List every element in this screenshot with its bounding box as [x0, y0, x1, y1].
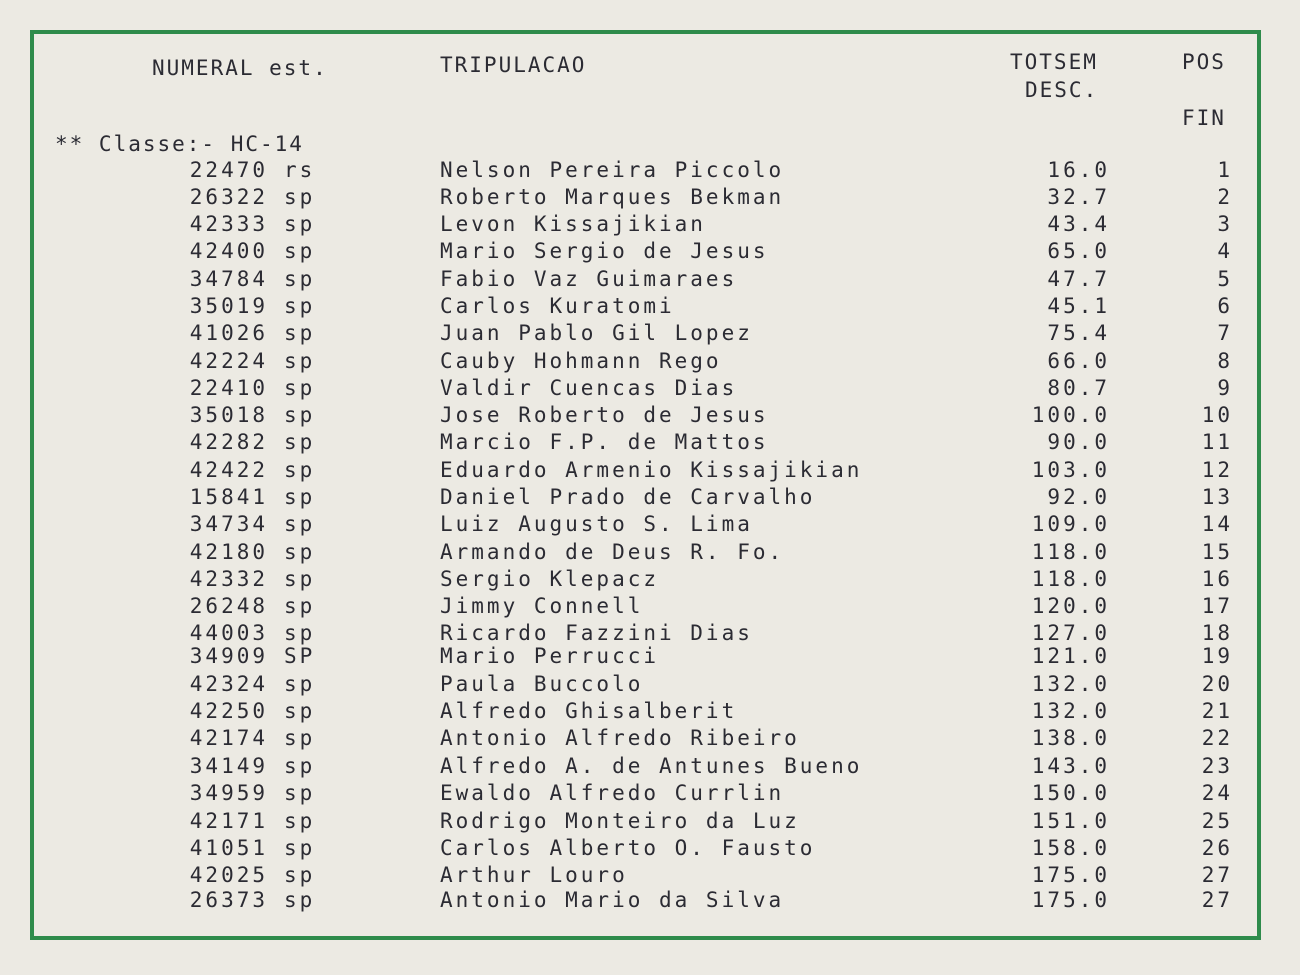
position-cell: 19	[1201, 644, 1233, 668]
state-cell: sp	[284, 836, 316, 860]
state-cell: sp	[284, 294, 316, 318]
state-cell: sp	[284, 754, 316, 778]
position-cell: 2	[1217, 185, 1233, 209]
total-cell: 16.0	[1047, 158, 1110, 182]
numeral-cell: 42400	[189, 239, 268, 263]
state-cell: sp	[284, 485, 316, 509]
total-cell: 80.7	[1047, 376, 1110, 400]
crew-cell: Eduardo Armenio Kissajikian	[440, 458, 863, 482]
crew-cell: Mario Sergio de Jesus	[440, 239, 769, 263]
header-numeral: NUMERAL est.	[152, 56, 328, 80]
state-cell: sp	[284, 512, 316, 536]
numeral-cell: 41051	[189, 836, 268, 860]
numeral-cell: 15841	[189, 485, 268, 509]
header-tripulacao: TRIPULACAO	[440, 53, 587, 77]
header-fin: FIN	[1182, 106, 1226, 130]
position-cell: 15	[1201, 540, 1233, 564]
numeral-cell: 42250	[189, 699, 268, 723]
crew-cell: Jose Roberto de Jesus	[440, 403, 769, 427]
crew-cell: Ewaldo Alfredo Currlin	[440, 781, 785, 805]
position-cell: 9	[1217, 376, 1233, 400]
total-cell: 143.0	[1031, 754, 1110, 778]
total-cell: 118.0	[1031, 540, 1110, 564]
total-cell: 32.7	[1047, 185, 1110, 209]
crew-cell: Daniel Prado de Carvalho	[440, 485, 816, 509]
numeral-cell: 42180	[189, 540, 268, 564]
crew-cell: Antonio Alfredo Ribeiro	[440, 726, 800, 750]
total-cell: 92.0	[1047, 485, 1110, 509]
crew-cell: Alfredo Ghisalberit	[440, 699, 738, 723]
position-cell: 11	[1201, 430, 1233, 454]
state-cell: sp	[284, 376, 316, 400]
state-cell: sp	[284, 185, 316, 209]
total-cell: 103.0	[1031, 458, 1110, 482]
crew-cell: Marcio F.P. de Mattos	[440, 430, 769, 454]
numeral-cell: 34149	[189, 754, 268, 778]
position-cell: 3	[1217, 212, 1233, 236]
state-cell: sp	[284, 267, 316, 291]
state-cell: sp	[284, 458, 316, 482]
numeral-cell: 22410	[189, 376, 268, 400]
total-cell: 150.0	[1031, 781, 1110, 805]
position-cell: 12	[1201, 458, 1233, 482]
total-cell: 132.0	[1031, 672, 1110, 696]
state-cell: SP	[284, 644, 316, 668]
state-cell: rs	[284, 158, 316, 182]
numeral-cell: 42174	[189, 726, 268, 750]
crew-cell: Carlos Alberto O. Fausto	[440, 836, 816, 860]
numeral-cell: 41026	[189, 321, 268, 345]
state-cell: sp	[284, 403, 316, 427]
total-cell: 90.0	[1047, 430, 1110, 454]
crew-cell: Valdir Cuencas Dias	[440, 376, 738, 400]
numeral-cell: 42282	[189, 430, 268, 454]
numeral-cell: 34959	[189, 781, 268, 805]
crew-cell: Paula Buccolo	[440, 672, 644, 696]
numeral-cell: 42324	[189, 672, 268, 696]
position-cell: 20	[1201, 672, 1233, 696]
crew-cell: Levon Kissajikian	[440, 212, 706, 236]
crew-cell: Rodrigo Monteiro da Luz	[440, 809, 800, 833]
position-cell: 22	[1201, 726, 1233, 750]
numeral-cell: 42171	[189, 809, 268, 833]
numeral-cell: 35019	[189, 294, 268, 318]
position-cell: 18	[1201, 621, 1233, 645]
state-cell: sp	[284, 430, 316, 454]
numeral-cell: 44003	[189, 621, 268, 645]
state-cell: sp	[284, 699, 316, 723]
total-cell: 109.0	[1031, 512, 1110, 536]
crew-cell: Cauby Hohmann Rego	[440, 349, 722, 373]
crew-cell: Juan Pablo Gil Lopez	[440, 321, 753, 345]
state-cell: sp	[284, 672, 316, 696]
state-cell: sp	[284, 239, 316, 263]
numeral-cell: 42333	[189, 212, 268, 236]
position-cell: 27	[1201, 888, 1233, 912]
state-cell: sp	[284, 212, 316, 236]
position-cell: 5	[1217, 267, 1233, 291]
position-cell: 7	[1217, 321, 1233, 345]
position-cell: 4	[1217, 239, 1233, 263]
total-cell: 120.0	[1031, 594, 1110, 618]
numeral-cell: 42332	[189, 567, 268, 591]
numeral-cell: 34734	[189, 512, 268, 536]
total-cell: 45.1	[1047, 294, 1110, 318]
position-cell: 25	[1201, 809, 1233, 833]
position-cell: 26	[1201, 836, 1233, 860]
position-cell: 24	[1201, 781, 1233, 805]
state-cell: sp	[284, 621, 316, 645]
numeral-cell: 26248	[189, 594, 268, 618]
crew-cell: Mario Perrucci	[440, 644, 660, 668]
total-cell: 158.0	[1031, 836, 1110, 860]
state-cell: sp	[284, 726, 316, 750]
state-cell: sp	[284, 594, 316, 618]
position-cell: 1	[1217, 158, 1233, 182]
numeral-cell: 42224	[189, 349, 268, 373]
position-cell: 14	[1201, 512, 1233, 536]
crew-cell: Luiz Augusto S. Lima	[440, 512, 753, 536]
total-cell: 66.0	[1047, 349, 1110, 373]
total-cell: 132.0	[1031, 699, 1110, 723]
position-cell: 13	[1201, 485, 1233, 509]
total-cell: 47.7	[1047, 267, 1110, 291]
total-cell: 43.4	[1047, 212, 1110, 236]
crew-cell: Jimmy Connell	[440, 594, 644, 618]
numeral-cell: 34784	[189, 267, 268, 291]
crew-cell: Arthur Louro	[440, 863, 628, 887]
position-cell: 21	[1201, 699, 1233, 723]
crew-cell: Antonio Mario da Silva	[440, 888, 785, 912]
numeral-cell: 26373	[189, 888, 268, 912]
position-cell: 10	[1201, 403, 1233, 427]
total-cell: 175.0	[1031, 888, 1110, 912]
crew-cell: Roberto Marques Bekman	[440, 185, 785, 209]
total-cell: 118.0	[1031, 567, 1110, 591]
state-cell: sp	[284, 781, 316, 805]
position-cell: 23	[1201, 754, 1233, 778]
state-cell: sp	[284, 567, 316, 591]
state-cell: sp	[284, 863, 316, 887]
state-cell: sp	[284, 540, 316, 564]
total-cell: 75.4	[1047, 321, 1110, 345]
numeral-cell: 42422	[189, 458, 268, 482]
total-cell: 121.0	[1031, 644, 1110, 668]
position-cell: 27	[1201, 863, 1233, 887]
numeral-cell: 35018	[189, 403, 268, 427]
total-cell: 138.0	[1031, 726, 1110, 750]
numeral-cell: 34909	[189, 644, 268, 668]
position-cell: 17	[1201, 594, 1233, 618]
header-totsem: TOTSEM	[1010, 50, 1098, 74]
total-cell: 151.0	[1031, 809, 1110, 833]
position-cell: 8	[1217, 349, 1233, 373]
total-cell: 65.0	[1047, 239, 1110, 263]
position-cell: 6	[1217, 294, 1233, 318]
header-pos: POS	[1182, 50, 1226, 74]
state-cell: sp	[284, 321, 316, 345]
total-cell: 100.0	[1031, 403, 1110, 427]
state-cell: sp	[284, 888, 316, 912]
crew-cell: Carlos Kuratomi	[440, 294, 675, 318]
state-cell: sp	[284, 809, 316, 833]
class-label: ** Classe:- HC-14	[55, 132, 304, 156]
header-desc: DESC.	[1025, 78, 1099, 102]
numeral-cell: 26322	[189, 185, 268, 209]
numeral-cell: 22470	[189, 158, 268, 182]
total-cell: 175.0	[1031, 863, 1110, 887]
crew-cell: Armando de Deus R. Fo.	[440, 540, 785, 564]
crew-cell: Nelson Pereira Piccolo	[440, 158, 785, 182]
state-cell: sp	[284, 349, 316, 373]
crew-cell: Alfredo A. de Antunes Bueno	[440, 754, 863, 778]
position-cell: 16	[1201, 567, 1233, 591]
crew-cell: Ricardo Fazzini Dias	[440, 621, 753, 645]
crew-cell: Fabio Vaz Guimaraes	[440, 267, 738, 291]
crew-cell: Sergio Klepacz	[440, 567, 660, 591]
total-cell: 127.0	[1031, 621, 1110, 645]
numeral-cell: 42025	[189, 863, 268, 887]
